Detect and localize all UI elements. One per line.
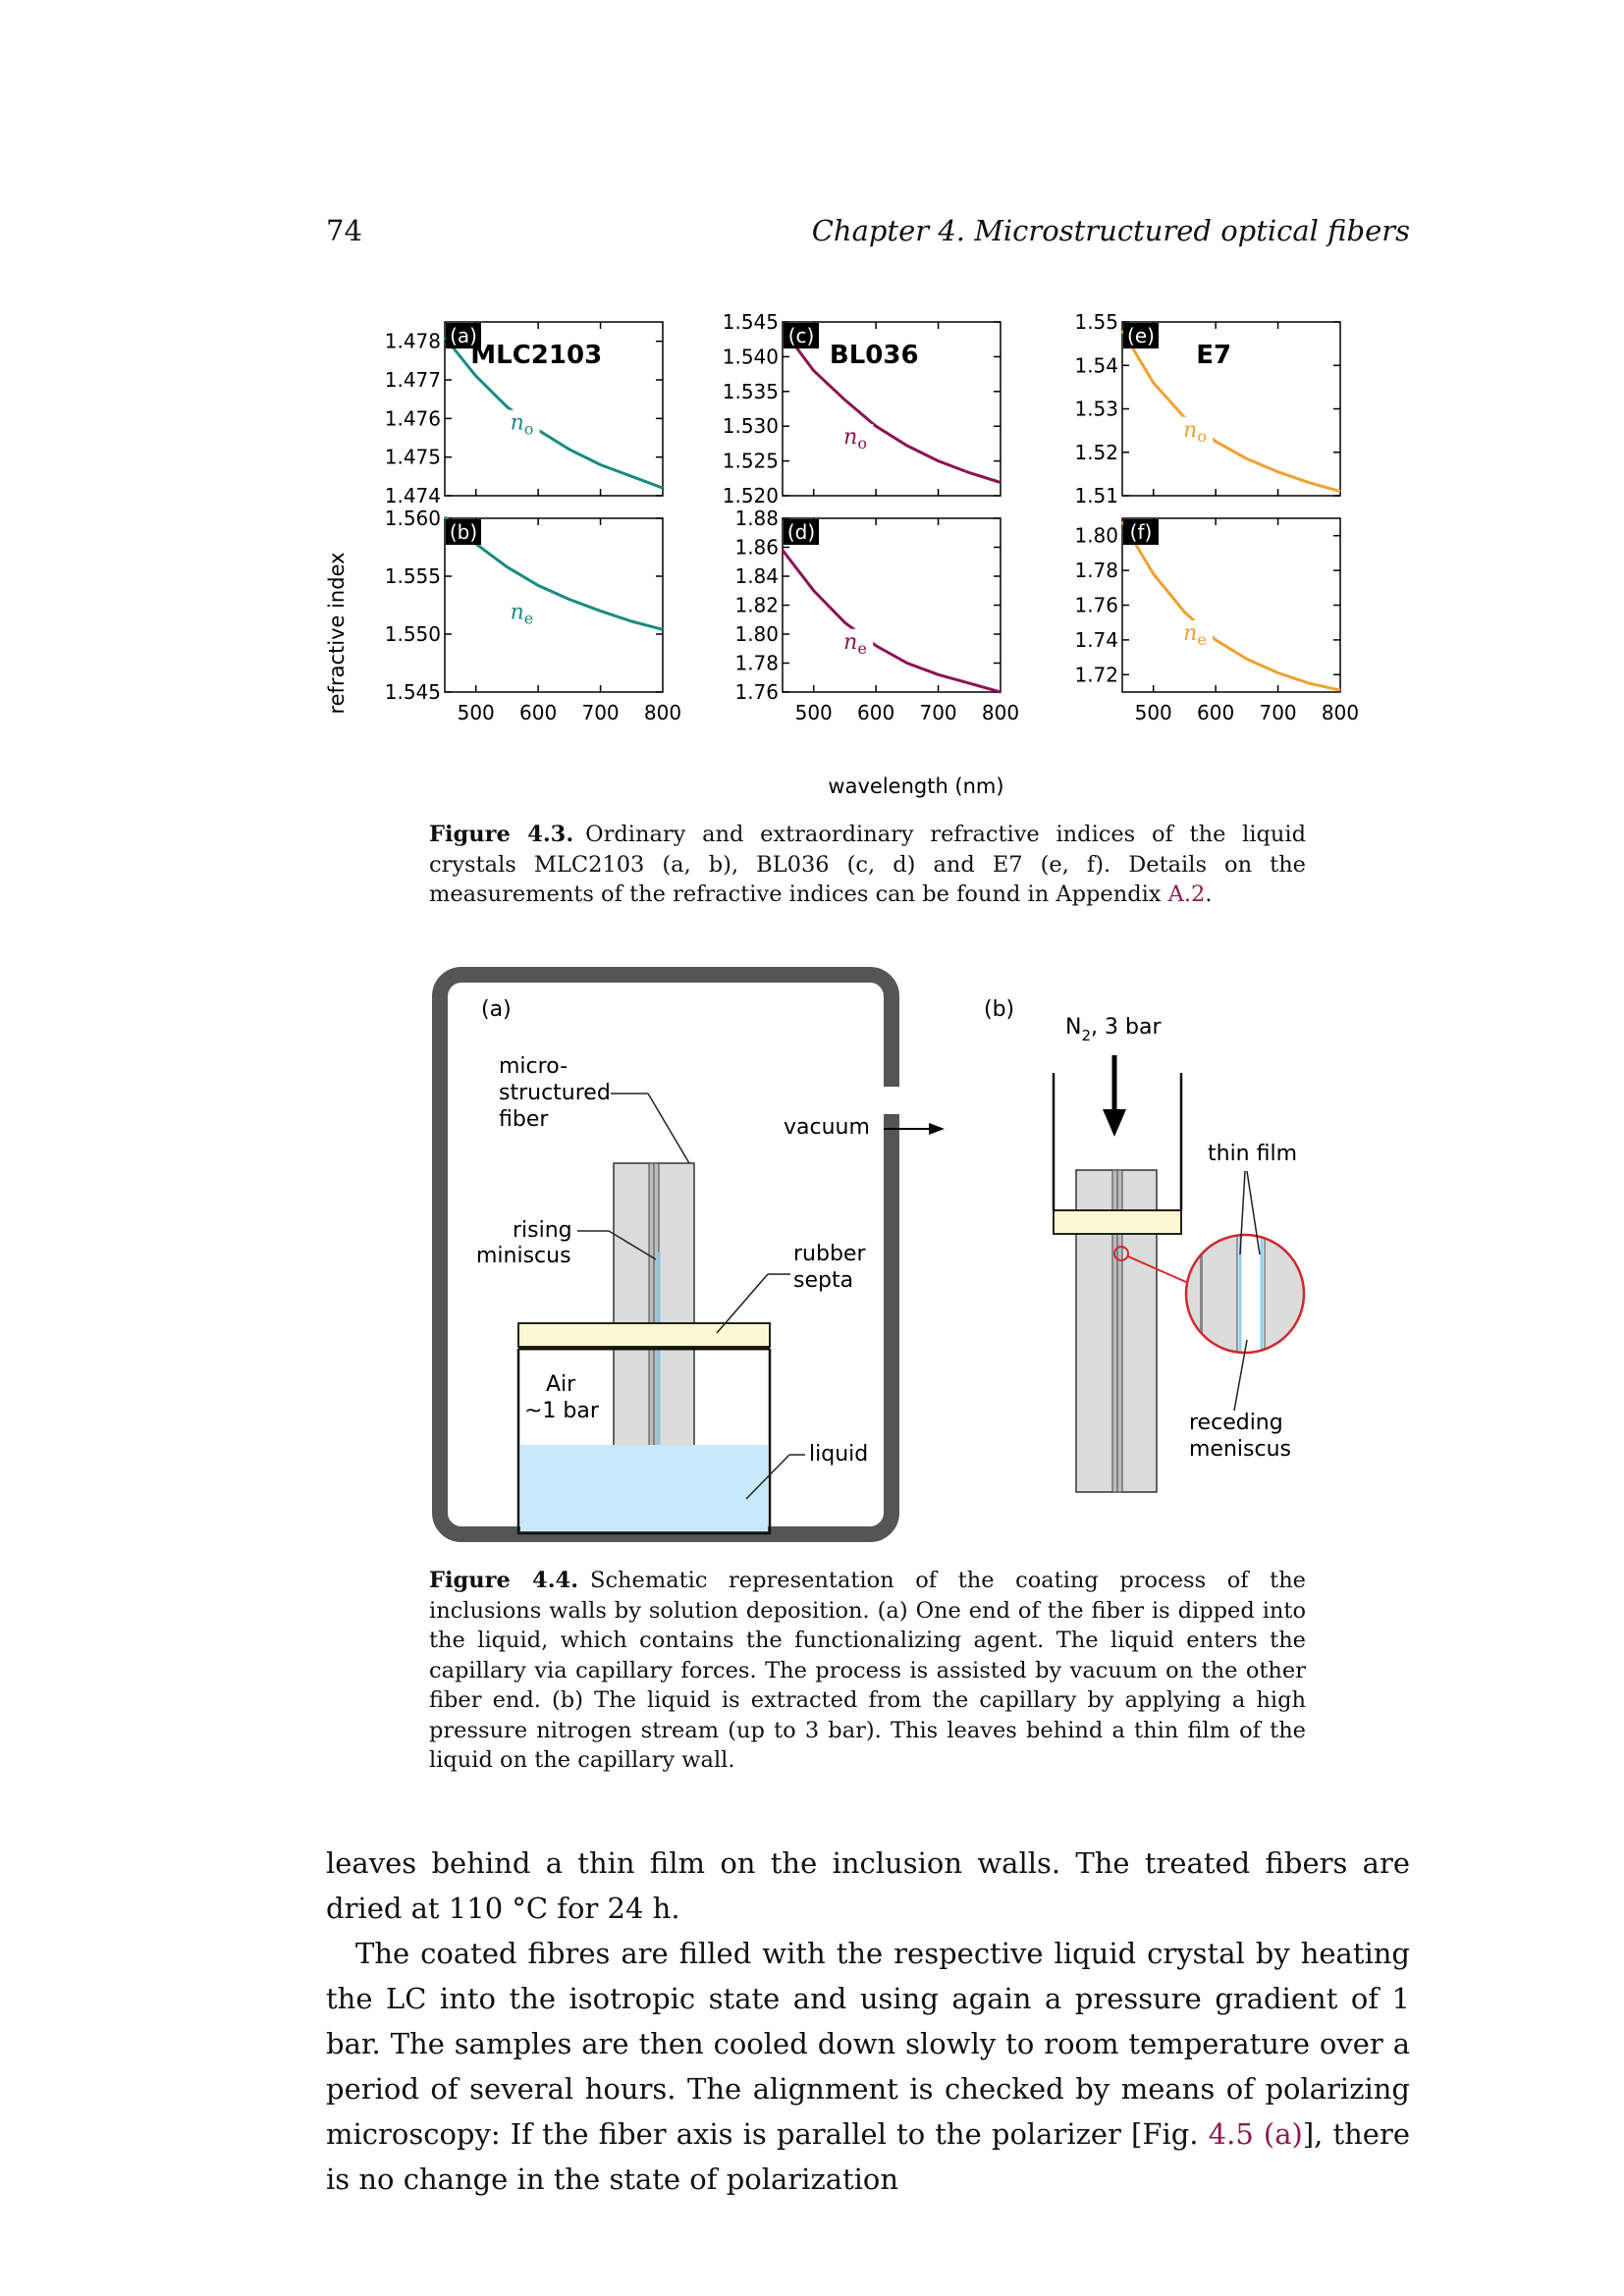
y-tick-label: 1.476 (384, 406, 441, 431)
y-tick-label: 1.545 (384, 680, 441, 704)
chart-panel-f (1074, 518, 1359, 724)
rising-label-1: rising (513, 1218, 572, 1243)
septa-label-2: septa (793, 1268, 854, 1293)
paragraph-2: The coated fibres are filled with the respective liquid crystal by heating the LC into the isotropic state and using again a pressure gradient of 1 bar. The samples are then cooled down slowly to room temperature over a period of several hours. The alignment is checked by means of polarizing microscopy: If the fiber axis is parallel to the polarizer [Fig. 4.5 (a)], there is no change in the state of polarization (326, 1937, 1410, 2196)
y-tick-label: 1.474 (384, 484, 441, 507)
air-label-1: Air (546, 1372, 576, 1397)
n2-label: $N_2$, 3 bar (1065, 1015, 1162, 1044)
fiber-label-3: fiber (499, 1107, 549, 1132)
y-tick-label: 1.560 (384, 507, 441, 530)
y-tick-label: 1.72 (1074, 663, 1118, 687)
y-tick-label: 1.53 (1074, 397, 1118, 421)
x-tick-label: 800 (981, 701, 1020, 724)
panel-letter: (f) (1129, 520, 1153, 544)
y-tick-label: 1.80 (1074, 523, 1118, 548)
figure-4-3-caption (429, 820, 1306, 910)
y-tick-label: 1.475 (384, 445, 441, 469)
receding-label-2: meniscus (1189, 1437, 1291, 1462)
panel-b-label: (b) (984, 997, 1015, 1022)
y-tick-label: 1.78 (1074, 559, 1118, 583)
septa-label-1: rubber (793, 1242, 866, 1266)
y-tick-label: 1.550 (384, 622, 441, 646)
y-tick-label: 1.80 (734, 622, 779, 646)
chart-title: E7 (1196, 341, 1232, 370)
figure-4-4-schematic (422, 957, 1326, 1566)
x-tick-label: 700 (919, 701, 957, 724)
paragraph-1: leaves behind a thin film on the inclusion walls. The treated fibers are dried at 110 °C for 24 h. (326, 1846, 1410, 1925)
panel-letter: (a) (450, 324, 477, 347)
figure-4-4-caption (429, 1566, 1306, 1776)
body-text (326, 1841, 1410, 2202)
x-tick-label: 700 (581, 701, 620, 724)
y-tick-label: 1.52 (1074, 440, 1118, 464)
panel-letter: (e) (1127, 324, 1155, 347)
chart-title: BL036 (829, 341, 919, 370)
y-tick-label: 1.530 (722, 414, 779, 439)
air-label-2: ~1 bar (524, 1399, 599, 1423)
x-tick-label: 700 (1259, 701, 1297, 724)
x-tick-label: 800 (1321, 701, 1360, 724)
caption-end: . (1205, 881, 1213, 907)
y-tick-label: 1.78 (734, 651, 779, 675)
y-tick-label: 1.54 (1074, 353, 1118, 378)
y-tick-label: 1.545 (722, 310, 779, 334)
vacuum-arrowhead (929, 1123, 945, 1135)
y-tick-label: 1.555 (384, 564, 441, 588)
y-tick-label: 1.477 (384, 368, 441, 392)
y-tick-label: 1.76 (1074, 593, 1118, 617)
curve-label: $n_o$ (843, 424, 867, 453)
x-tick-label: 600 (857, 701, 895, 724)
receding-label-1: receding (1189, 1411, 1283, 1435)
rising-label-2: miniscus (476, 1244, 571, 1268)
nitrogen-arrowhead (1103, 1109, 1126, 1137)
caption-text: Schematic representation of the coating process of the inclusions walls by solution deposition. (a) One end of the fiber is dipped into the liquid, which contains the functionalizing agent. The liquid enters the capillary via capillary forces. The process is assisted by vacuum on the other fiber end. (b) The liquid is extracted from the capillary by applying a high pressure nitrogen stream (up to 3 bar). This leaves behind a thin film of the liquid on the capillary wall. (429, 1568, 1306, 1773)
y-tick-label: 1.86 (734, 535, 779, 560)
page-number: 74 (326, 214, 362, 247)
x-tick-label: 600 (519, 701, 558, 724)
y-tick-label: 1.478 (384, 329, 441, 353)
caption-label: Figure 4.4. (429, 1568, 579, 1593)
chart-panel-d (734, 507, 1019, 724)
chart-panel-b (385, 507, 681, 724)
x-tick-label: 600 (1197, 701, 1235, 724)
data-line-n_e (783, 550, 1001, 692)
vacuum-label: vacuum (784, 1115, 870, 1140)
x-tick-label: 500 (1134, 701, 1172, 724)
thin-film-label: thin film (1208, 1142, 1298, 1166)
chart-panel-c (723, 310, 1001, 507)
x-tick-label: 800 (643, 701, 682, 724)
y-tick-label: 1.540 (722, 345, 779, 369)
chart-panel-e (1074, 310, 1340, 507)
curve-label: $n_o$ (510, 410, 534, 439)
chart-panel-a (385, 322, 663, 507)
running-header: Chapter 4. Microstructured optical fibers (811, 214, 1410, 247)
y-tick-label: 1.525 (722, 449, 779, 473)
figure-4-3-charts (314, 294, 1424, 805)
appendix-link[interactable]: A.2 (1167, 881, 1206, 907)
panel-letter: (b) (449, 520, 478, 544)
fiber-leader-2 (648, 1094, 689, 1163)
x-tick-label: 500 (794, 701, 833, 724)
rubber-septum (518, 1323, 770, 1347)
y-tick-label: 1.55 (1074, 310, 1118, 334)
y-tick-label: 1.74 (1074, 627, 1118, 652)
y-tick-label: 1.520 (722, 484, 779, 507)
y-tick-label: 1.82 (734, 593, 779, 617)
vacuum-port-gap (880, 1087, 903, 1114)
liquid-label: liquid (809, 1442, 869, 1467)
y-tick-label: 1.88 (734, 507, 779, 530)
liquid (520, 1445, 768, 1531)
caption-text: Ordinary and extraordinary refractive indices of the liquid crystals MLC2103 (a, b), BL036 (c, d) and E7 (e, f). Details on the measurements of the refractive indices can be found in Appendix (429, 822, 1307, 907)
curve-label: $n_o$ (1183, 417, 1207, 446)
fiber-label-1: micro- (499, 1054, 568, 1079)
x-tick-label: 500 (457, 701, 495, 724)
y-tick-label: 1.84 (734, 564, 779, 588)
y-axis-label: refractive index (325, 552, 349, 715)
caption-label: Figure 4.3. (429, 822, 574, 847)
curve-label: $n_e$ (1183, 620, 1207, 649)
x-axis-label: wavelength (nm) (828, 774, 1004, 798)
y-tick-label: 1.51 (1074, 484, 1118, 507)
curve-label: $n_e$ (843, 629, 867, 658)
panel-a-label: (a) (481, 997, 512, 1022)
curve-label: $n_e$ (510, 600, 534, 628)
chart-title: MLC2103 (470, 341, 603, 370)
y-tick-label: 1.76 (734, 680, 779, 704)
panel-letter: (c) (787, 324, 815, 347)
panel-letter: (d) (786, 520, 816, 544)
figure-link[interactable]: 4.5 (a) (1208, 2117, 1303, 2151)
septum-b (1054, 1210, 1181, 1234)
data-line-n_e (1122, 522, 1340, 691)
y-tick-label: 1.535 (722, 379, 779, 403)
fiber-label-2: structured (499, 1081, 611, 1105)
